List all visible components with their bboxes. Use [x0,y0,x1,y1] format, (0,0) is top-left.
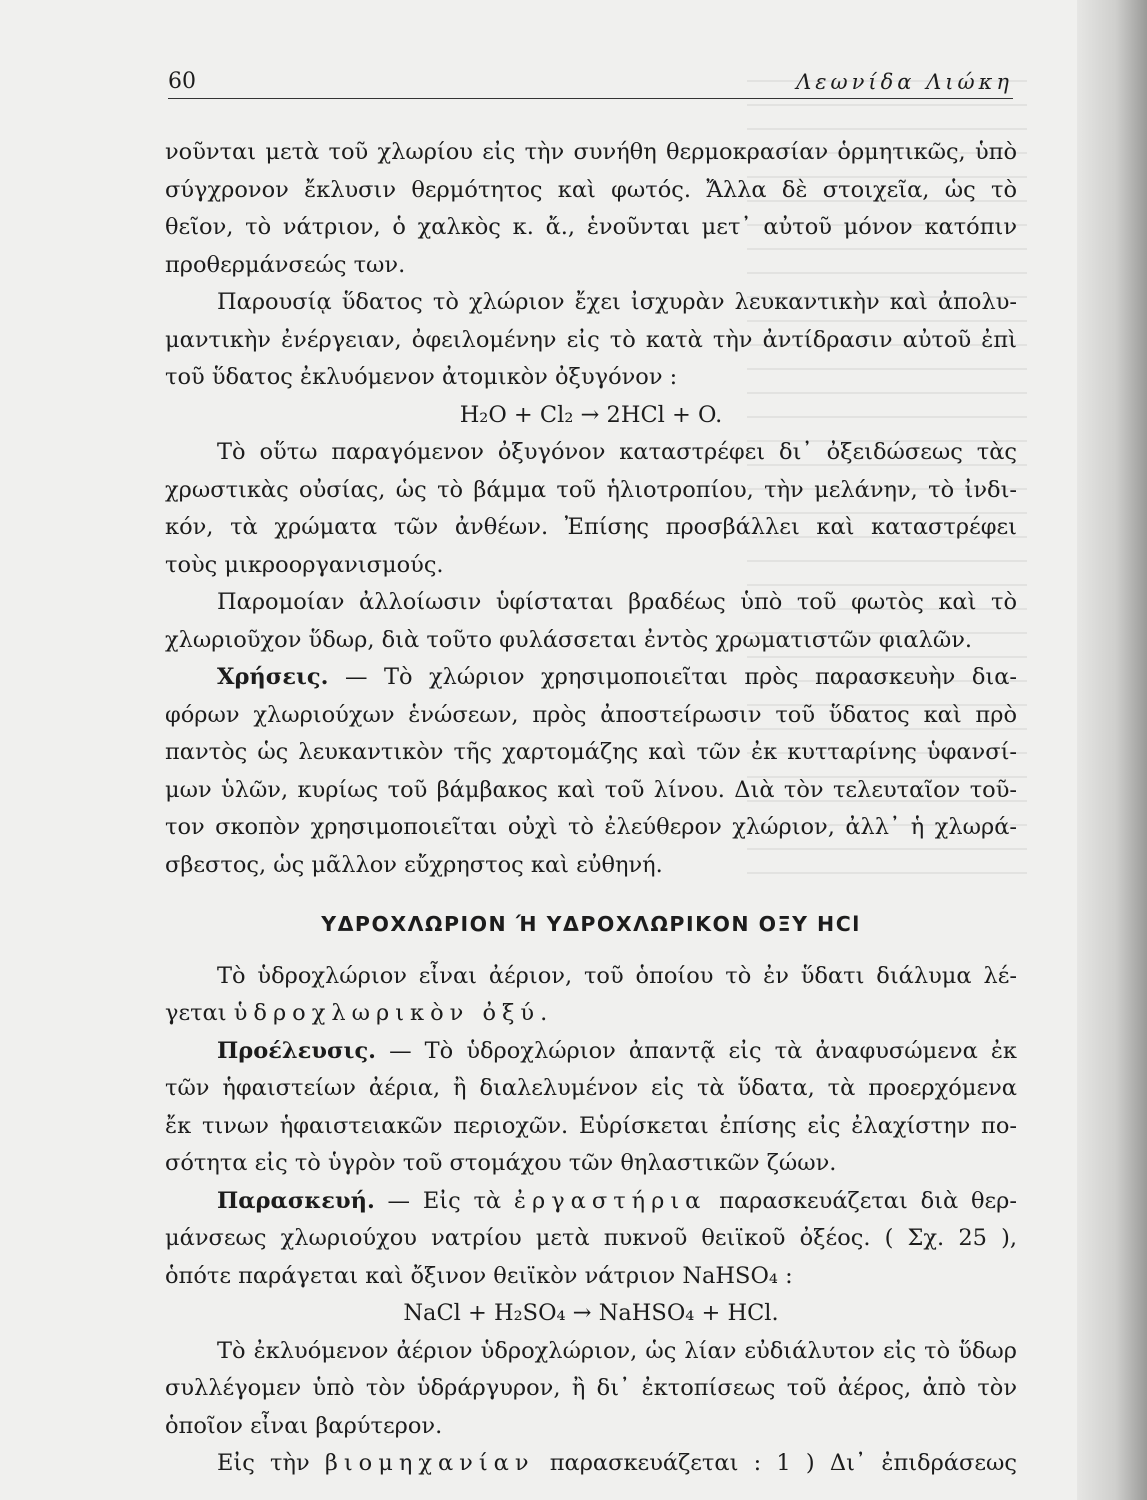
section-term: Προέλευσις. [217,1037,376,1064]
text-line: Παρουσίᾳ ὕδατος τὸ χλώριον ἔχει ἰσχυρὰν λευκαντικὴν καὶ ἀπολυ- [217,289,1017,315]
text-line: Τὸ οὕτω παραγόμενον ὀξυγόνον καταστρέφει δι᾽ ὀξειδώσεως τὰς [217,439,1017,465]
text-line: χλωριοῦχον ὕδωρ, διὰ τοῦτο φυλάσσεται ἐντὸς χρωματιστῶν φιαλῶν. [165,626,973,653]
text-span: παρασκευάζεται διὰ θερ- [706,1187,1017,1214]
text-line: μάνσεως χλωριούχου νατρίου μετὰ πυκνοῦ θειϊκοῦ ὀξέος. ( Σχ. 25 ), [165,1225,1017,1251]
paragraph-1 [165,134,1017,284]
text-line: Παρομοίαν ἀλλοίωσιν ὑφίσταται βραδέως ὑπὸ τοῦ φωτὸς καὶ τὸ [217,589,1017,615]
paragraph-uses [165,659,1017,884]
paragraph-origin [165,1033,1017,1183]
text-line: σβεστος, ὡς μᾶλλον εὔχρηστος καὶ εὐθηνή. [165,851,663,878]
page-body [165,134,1017,1483]
text-line: φόρων χλωριούχων ἑνώσεων, πρὸς ἀποστείρωσιν τοῦ ὕδατος καὶ πρὸ [165,701,1017,728]
text-span: — Τὸ ὑδροχλώριον ἀπαντᾷ εἰς τὰ ἀναφυσώμενα ἐκ [375,1037,1017,1064]
equation-chlorine-water: H₂O + Cl₂ → 2HCl + O. [459,401,723,428]
paragraph-3 [165,434,1017,584]
page-header [168,58,1013,99]
text-line: σότητα εἰς τὸ ὑγρὸν τοῦ στομάχου τῶν θηλαστικῶν ζώων. [165,1150,837,1176]
text-line: χρωστικὰς οὐσίας, ὡς τὸ βάμμα τοῦ ἡλιοτροπίου, τὴν μελάνην, τὸ ἰνδι- [165,476,1017,503]
text-line: μαντικὴν ἐνέργειαν, ὀφειλομένην εἰς τὸ κατὰ τὴν ἀντίδρασιν αὐτοῦ ἐπὶ [165,326,1017,353]
text-line: προθερμάνσεώς των. [165,251,406,278]
paragraph-6 [165,958,1017,1033]
text-line: τοῦ ὕδατος ἐκλυόμενον ἀτομικὸν ὀξυγόνον : [165,364,678,390]
page-number: 60 [168,69,196,94]
text-span: — Εἰς τὰ [374,1187,514,1214]
text-line: νοῦνται μετὰ τοῦ χλωρίου εἰς τὴν συνήθη θερμοκρασίαν ὁρμητικῶς, ὑπὸ [165,139,1017,165]
text-line: ἔκ τινων ἡφαιστειακῶν περιοχῶν. Εὑρίσκεται ἐπίσης εἰς ἐλαχίστην πο- [165,1112,1017,1139]
text-line: Τὸ ὑδροχλώριον εἶναι ἀέριον, τοῦ ὁποίου τὸ ἐν ὕδατι διάλυμα λέ- [217,962,1017,989]
text-span: παρασκευάζεται : 1 ) Δι᾽ ἐπιδράσεως [534,1450,1017,1476]
text-line [165,995,1017,1033]
equation-hcl-preparation: NaCl + H₂SO₄ → NaHSO₄ + HCl. [403,1300,779,1326]
section-term: Παρασκευή. [217,1187,375,1214]
text-line: τῶν ἡφαιστείων ἀέρια, ἢ διαλελυμένον εἰς τὰ ὕδατα, τὰ προερχόμενα [165,1075,1017,1101]
paragraph-preparation [165,1183,1017,1296]
section-heading: ΥΔΡΟΧΛΩΡΙΟΝ Ή ΥΔΡΟΧΛΩΡΙΚΟΝ ΟΞΥ HCl [321,912,861,936]
paragraph-10 [165,1445,1017,1483]
text-span: γεται [165,1000,234,1026]
page-edge-shadow [1077,0,1147,1500]
text-line [165,1033,1017,1071]
paragraph-9 [165,1333,1017,1446]
text-line [165,1183,1017,1221]
text-line [165,659,1017,697]
spaced-term: ὑδροχλωρικὸν ὀξύ. [233,1000,554,1026]
text-line: ὁποῖον εἶναι βαρύτερον. [165,1412,443,1439]
text-line: μων ὑλῶν, κυρίως τοῦ βάμβακος καὶ τοῦ λίνου. Διὰ τὸν τελευταῖον τοῦ- [165,776,1017,803]
text-span: — Τὸ χλώριον χρησιμοποιεῖται πρὸς παρασκευὴν δια- [328,664,1017,690]
text-line: τοὺς μικροοργανισμούς. [165,551,444,578]
spaced-term: βιομηχανίαν [324,1450,535,1476]
text-line: σύγχρονον ἔκλυσιν θερμότητος καὶ φωτός. Ἄλλα δὲ στοιχεῖα, ὡς τὸ [165,176,1017,203]
running-head: Λεωνίδα Λιώκη [796,70,1013,94]
text-line [165,1445,1017,1483]
paragraph-4 [165,584,1017,659]
text-line: κόν, τὰ χρώματα τῶν ἀνθέων. Ἐπίσης προσβάλλει καὶ καταστρέφει [165,514,1017,540]
text-line: θεῖον, τὸ νάτριον, ὁ χαλκὸς κ. ἄ., ἑνοῦνται μετ᾽ αὐτοῦ μόνον κατόπιν [165,214,1017,240]
text-line: τον σκοπὸν χρησιμοποιεῖται οὐχὶ τὸ ἐλεύθερον χλώριον, ἀλλ᾽ ἡ χλωρά- [165,814,1017,840]
spaced-term: ἐργαστήρια [513,1187,707,1214]
text-line: συλλέγομεν ὑπὸ τὸν ὑδράργυρον, ἢ δι᾽ ἐκτοπίσεως τοῦ ἀέρος, ἀπὸ τὸν [165,1375,1017,1401]
text-line: Τὸ ἐκλυόμενον ἀέριον ὑδροχλώριον, ὡς λίαν εὐδιάλυτον εἰς τὸ ὕδωρ [217,1337,1017,1364]
paragraph-2 [165,284,1017,397]
section-term: Χρήσεις. [217,664,329,690]
text-line: ὁπότε παράγεται καὶ ὄξινον θειϊκὸν νάτριον NaHSO₄ : [165,1262,793,1289]
text-line: παντὸς ὡς λευκαντικὸν τῆς χαρτομάζης καὶ τῶν ἐκ κυτταρίνης ὑφανσί- [165,739,1017,765]
text-span: Εἰς τὴν [217,1450,325,1476]
